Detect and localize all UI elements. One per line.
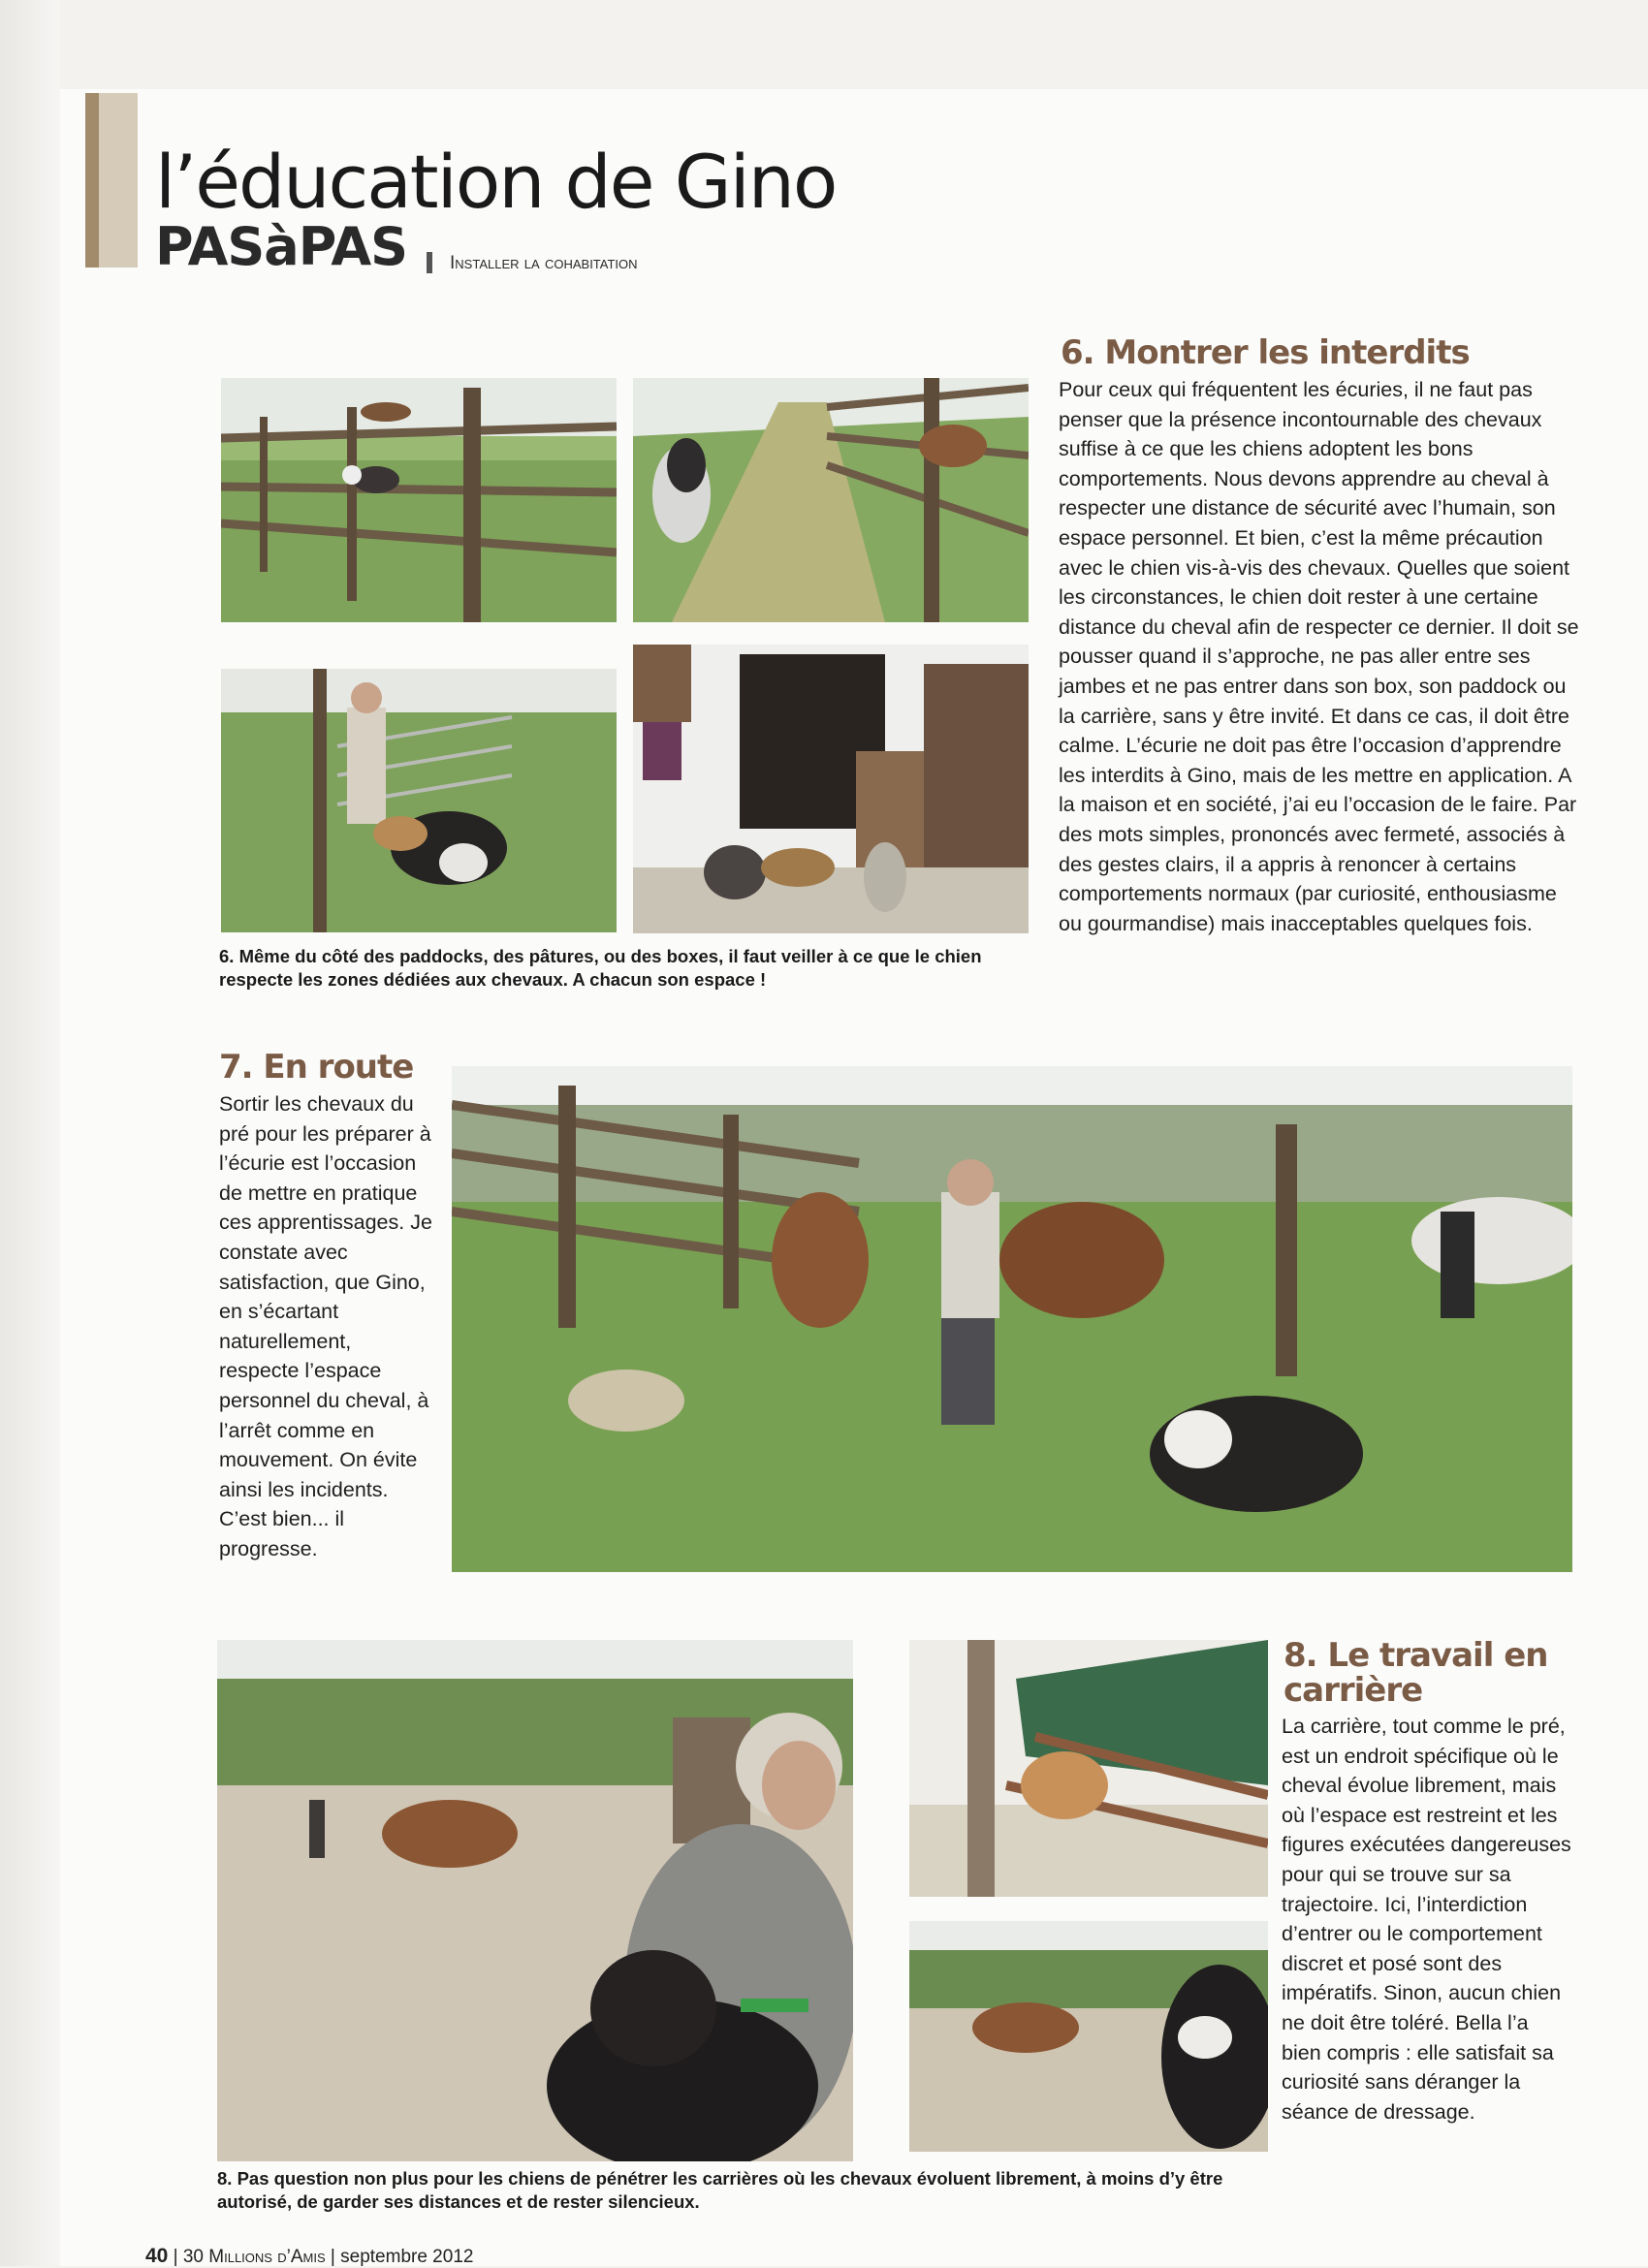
- caption-section8: 8. Pas question non plus pour les chiens de pénétrer les carrières où les chevaux évoluent librement, à moins d’y être autorisé, de garder ses distances et de rester silencieux.: [217, 2168, 1223, 2212]
- scan-margin: [0, 0, 60, 2266]
- heading-section8-line2: carrière: [1284, 1671, 1423, 1710]
- magazine-name: 30 Millions d’Amis: [182, 2247, 326, 2267]
- photo-arena-horse-dog-watching: [909, 1921, 1268, 2152]
- photo-arena-horse-galloping: [217, 1640, 853, 2161]
- header-accent-bar: [85, 93, 99, 268]
- header-accent-band: [99, 93, 138, 268]
- heading-section7: 7. En route: [219, 1048, 414, 1087]
- photo-dogs-at-gate: [221, 669, 617, 932]
- body-section8: La carrière, tout comme le pré, est un endroit spécifique où le cheval évolue librement, mais où l’espace est restreint et les figures exécutées dangereuses pour qui se trouve sur sa trajectoire. Ici, l’interdiction d’entrer ou le comportement discret et posé sont des impératifs. Sinon, aucun chien ne doit être toléré. Bella l’a bien compris : elle satisfait sa curiosité sans déranger la séance de dressage.: [1282, 1715, 1571, 2124]
- caption-section6: 6. Même du côté des paddocks, des pâtures, ou des boxes, il faut veiller à ce que le chien respecte les zones dédiées aux chevaux. A chacun son espace !: [219, 946, 982, 990]
- body-section6: Pour ceux qui fréquentent les écuries, il ne faut pas penser que la présence incontournable des chevaux suffise à ce que les chiens adoptent les bons comportements. Nous devons apprendre au cheval à respecter une distance de sécurité avec l’humain, son espace personnel. Et bien, c’est la même précaution avec le chien vis-à-vis des chevaux. Quelles que soient les circonstances, le chien doit rester à une certaine distance du cheval afin de respecter ce dernier. Il doit se pousser quand il s’approche, ne pas aller entre ses jambes et ne pas entrer dans son box, son paddock ou la carrière, sans y être invité. Et dans ce cas, il doit être calme. L’écurie ne doit pas être l’occasion d’apprendre les interdits à Gino, mais de les mettre en application. A la maison et en société, j’ai eu l’occasion de le faire. Par des mots simples, prononcés avec fermeté, associés à des gestes clairs, il a appris à renoncer à certains comportements normaux (par curiosité, enthousiasme ou gourmandise) mais inacceptables quelques fois.: [1059, 378, 1579, 935]
- heading-section8-line1: 8. Le travail en: [1284, 1636, 1548, 1675]
- footer-separator: |: [173, 2247, 183, 2267]
- page-subtitle: Installer la cohabitation: [450, 253, 638, 273]
- series-label: PASàPAS: [155, 216, 408, 277]
- heading-section6: 6. Montrer les interdits: [1061, 333, 1470, 372]
- photo-dog-under-fence: [909, 1640, 1268, 1897]
- photo-dog-walking-fence: [633, 378, 1029, 622]
- footer-separator: |: [330, 2247, 341, 2267]
- header-divider: [427, 252, 432, 273]
- photo-horses-led-with-dogs: [452, 1066, 1572, 1572]
- page-number: 40: [145, 2245, 169, 2267]
- page-footer: [145, 2245, 473, 2268]
- photo-stable-boxes: [633, 645, 1029, 933]
- photo-dog-by-fence: [221, 378, 617, 622]
- page-title: l’éducation de Gino: [155, 139, 837, 225]
- issue-date: septembre 2012: [340, 2247, 474, 2267]
- body-section7: Sortir les chevaux du pré pour les préparer à l’écurie est l’occasion de mettre en pratique ces apprentissages. Je constate avec satisfaction, que Gino, en s’écartant naturellement, respecte l’espace personnel du cheval, à l’arrêt comme en mouvement. On évite ainsi les incidents. C’est bien... il progresse.: [219, 1092, 432, 1560]
